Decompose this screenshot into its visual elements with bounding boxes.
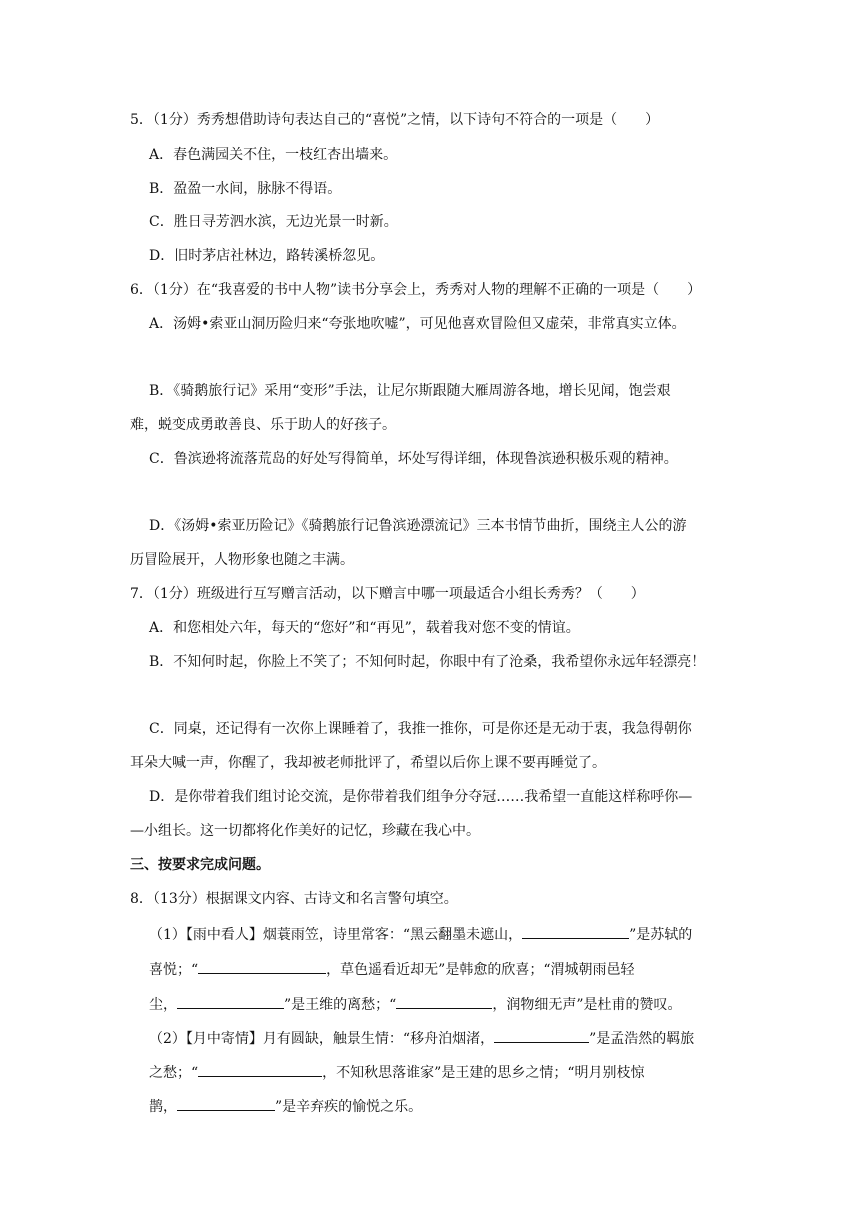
answer-blank[interactable]	[396, 993, 492, 1009]
question-5-option-a: A．春色满园关不住，一枝红杏出墙来。	[149, 147, 398, 163]
question-8-part2-line1	[149, 1027, 694, 1049]
question-6-option-c: C．鲁滨逊将流落荒岛的好处写得简单，坏处写得详细，体现鲁滨逊积极乐观的精神。	[149, 451, 678, 467]
text-segment: ”是孟浩然的羁旅	[589, 1031, 695, 1047]
text-segment: （2）【月中寄情】月有圆缺，触景生情：“移舟泊烟渚，	[149, 1031, 495, 1047]
question-8-part2-line2	[149, 1061, 645, 1083]
question-5-stem: 5．（1分）秀秀想借助诗句表达自己的“喜悦”之情，以下诗句不符合的一项是（ ）	[130, 112, 660, 128]
text-segment: 之愁；“	[149, 1065, 199, 1081]
question-7-option-c-line2: 耳朵大喊一声，你醒了，我却被老师批评了，希望以后你上课不要再睡觉了。	[130, 755, 606, 771]
answer-blank[interactable]	[177, 993, 284, 1009]
text-segment: 尘，	[149, 997, 177, 1013]
answer-blank[interactable]	[494, 1027, 589, 1043]
text-segment: ，草色遥看近却无”是韩愈的欣喜；“渭城朝雨邑轻	[326, 962, 635, 978]
question-7-option-d-line2: —小组长。这一切都将化作美好的记忆，珍藏在我心中。	[130, 823, 480, 839]
text-segment: ，不知秋思落谁家”是王建的思乡之情；“明月别枝惊	[322, 1065, 645, 1081]
question-7-option-d-line1: D．是你带着我们组讨论交流，是你带着我们组争分夺冠……我希望一直能这样称呼你—	[149, 789, 693, 805]
question-8-stem: 8．（13分）根据课文内容、古诗文和名言警句填空。	[130, 891, 458, 907]
question-6-option-b-line1: B．《骑鹅旅行记》采用“变形”手法，让尼尔斯跟随大雁周游各地，增长见闻，饱尝艰	[149, 383, 671, 399]
question-5-option-b: B．盈盈一水间，脉脉不得语。	[149, 181, 342, 197]
text-segment: 喜悦；“	[149, 962, 199, 978]
text-segment: ”是辛弃疾的愉悦之乐。	[275, 1099, 423, 1115]
question-8-part1-line3	[149, 993, 682, 1015]
question-6-option-d-line1: D．《汤姆•索亚历险记》《骑鹅旅行记鲁滨逊漂流记》三本书情节曲折，围绕主人公的游	[149, 518, 687, 534]
text-segment: ”是王维的离愁；“	[284, 997, 397, 1013]
answer-blank[interactable]	[198, 958, 326, 974]
question-7-option-c-line1: C．同桌，还记得有一次你上课睡着了，我推一推你，可是你还是无动于衷，我急得朝你	[149, 721, 692, 737]
question-8-part1-line2	[149, 958, 635, 980]
question-5-option-d: D．旧时茅店社林边，路转溪桥忽见。	[149, 248, 385, 264]
question-6-option-d-line2: 历冒险展开，人物形象也随之丰满。	[130, 552, 354, 568]
question-7-option-a: A．和您相处六年，每天的“您好”和“再见”，载着我对您不变的情谊。	[149, 620, 580, 636]
section-heading: 三、按要求完成问题。	[130, 857, 270, 873]
question-7-option-b: B．不知何时起，你脸上不笑了；不知何时起，你眼中有了沧桑，我希望你永远年轻漂亮！	[149, 654, 706, 670]
question-6-option-a: A．汤姆•索亚山洞历险归来“夸张地吹嘘”，可见他喜欢冒险但又虚荣，非常真实立体。	[149, 316, 686, 332]
text-segment: （1）【雨中看人】烟蓑雨笠，诗里常客：“黑云翻墨未遮山，	[149, 927, 523, 943]
answer-blank[interactable]	[522, 923, 629, 939]
question-6-stem: 6．（1分）在“我喜爱的书中人物”读书分享会上，秀秀对人物的理解不正确的一项是（ ）	[130, 282, 702, 298]
text-segment: 鹊，	[149, 1099, 177, 1115]
text-segment: ，润物细无声”是杜甫的赞叹。	[492, 997, 682, 1013]
answer-blank[interactable]	[177, 1095, 275, 1111]
question-7-stem: 7．（1分）班级进行互写赠言活动，以下赠言中哪一项最适合小组长秀秀？（ ）	[130, 586, 645, 602]
question-6-option-b-line2: 难，蜕变成勇敢善良、乐于助人的好孩子。	[130, 417, 396, 433]
question-8-part1-line1	[149, 923, 692, 945]
answer-blank[interactable]	[198, 1061, 322, 1077]
question-8-part2-line3	[149, 1095, 422, 1117]
text-segment: ”是苏轼的	[629, 927, 693, 943]
question-5-option-c: C．胜日寻芳泗水滨，无边光景一时新。	[149, 214, 398, 230]
